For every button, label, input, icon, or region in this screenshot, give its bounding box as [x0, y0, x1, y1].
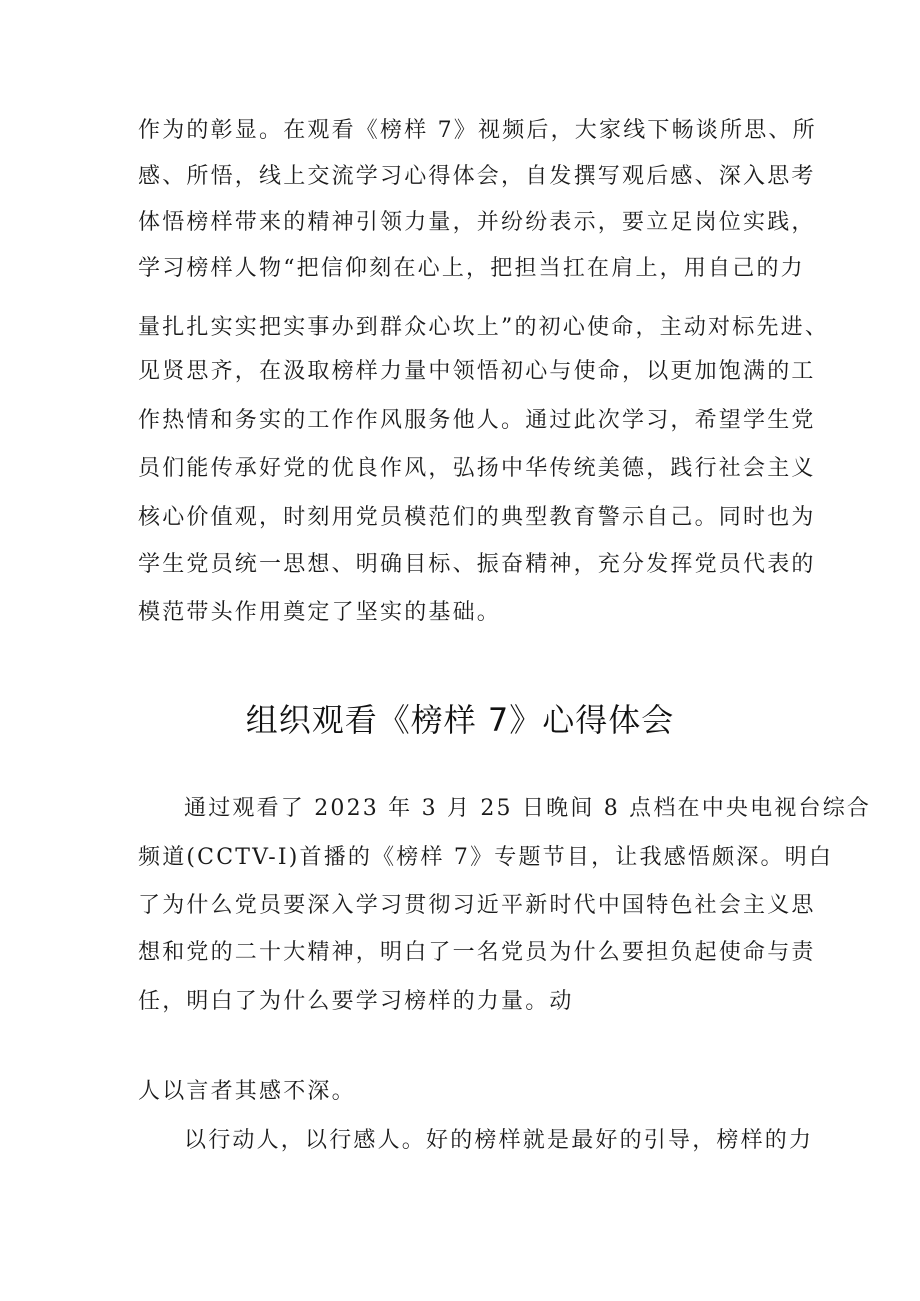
para1-line-7: 作热情和务实的工作作风服务他人。通过此次学习，希望学生党 [138, 408, 816, 433]
para2-line-2: 频道(CCTV-I)首播的《榜样 7》专题节目，让我感悟颇深。明白 [138, 845, 834, 870]
para1-line-2: 感、所悟，线上交流学习心得体会，自发撰写观后感、深入思考 [138, 164, 816, 189]
para3-line-1: 人以言者其感不深。 [138, 1079, 356, 1104]
para2-line-4: 想和党的二十大精神，明白了一名党员为什么要担负起使命与责 [138, 940, 816, 965]
para1-line-9: 核心价值观，时刻用党员模范们的典型教育警示自己。同时也为 [138, 505, 816, 530]
para1-line-1: 作为的彰显。在观看《榜样 7》视频后，大家线下畅谈所思、所 [138, 118, 817, 143]
para1-line-5: 量扎扎实实把实事办到群众心坎上”的初心使命，主动对标先进、 [138, 315, 830, 340]
para4-line-1: 以行动人，以行感人。好的榜样就是最好的引导，榜样的力 [184, 1128, 814, 1153]
para2-line-1: 通过观看了 2023 年 3 月 25 日晚间 8 点档在中央电视台综合 [184, 796, 872, 821]
para2-line-3: 了为什么党员要深入学习贯彻习近平新时代中国特色社会主义思 [138, 893, 816, 918]
para1-line-4: 学习榜样人物“把信仰刻在心上，把担当扛在肩上，用自己的力 [138, 256, 805, 281]
para1-line-10: 学生党员统一思想、明确目标、振奋精神，充分发挥党员代表的 [138, 552, 816, 577]
para1-line-8: 员们能传承好党的优良作风，弘扬中华传统美德，践行社会主义 [138, 456, 816, 481]
para1-line-11: 模范带头作用奠定了坚实的基础。 [138, 600, 502, 625]
para2-line-5: 任，明白了为什么要学习榜样的力量。动 [138, 989, 574, 1014]
para1-line-6: 见贤思齐，在汲取榜样力量中领悟初心与使命，以更加饱满的工 [138, 359, 816, 384]
section-heading: 组织观看《榜样 7》心得体会 [245, 701, 675, 739]
para1-line-3: 体悟榜样带来的精神引领力量，并纷纷表示，要立足岗位实践， [138, 210, 816, 235]
